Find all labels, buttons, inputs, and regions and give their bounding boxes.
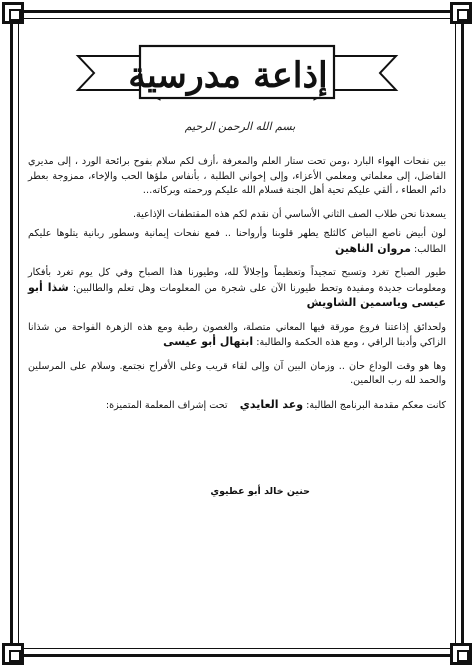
- intro-paragraph: بين نفحات الهواء البارد ،ومن تحت ستار العلم والمعرفة ،أزف لكم سلام بفوح برائحة الورد ، إلى مديري الفاضل، إلى معلماتي ومعلمي الأعزاء، وإلى إخواني الطلبة ، بأنفاس ملؤها الحب والإخاء، ممزوجة بعطر دائم العطاء ، ألقي عليكم تحية أهل الجنة فسلام الله عليكم ورحمته وبركاته…: [28, 156, 446, 196]
- wisdom-text: ولحدائق إذاعتنا فروع مورقة فيها المعاني متصلة، والغصون رطبة ومع هذه الزهرة الفواحة من شذانا الزاكي وأدبنا الراقي ، ومع هذه الحكمة والطالبة:: [28, 321, 446, 348]
- quran-paragraph: [28, 227, 446, 257]
- info-text: طيور الصباح تغرد وتسبح تمجيداً وتعظيماً وإجلالاً لله، وطيورنا هذا الصباح وفي كل يوم تغرد بأفكار ومعلومات جديدة ومفيدة وتحط طيورنا الآن على شجرة من المعلومات وهل تعلم والطالبين:: [28, 267, 446, 294]
- closing-paragraph: وها هو وقت الوداع حان .. وزمان البين آن وإلى لقاء قريب وعلى الأفراح نجتمع. وسلام على المرسلين والحمد لله رب العالمين.: [28, 360, 446, 386]
- program-line: يسعدنا نحن طلاب الصف الثاني الأساسي أن نقدم لكم هذه المقتطفات الإذاعية.: [132, 208, 446, 220]
- page-title: إذاعة مدرسية: [128, 54, 328, 96]
- broadcast-text: [28, 155, 446, 422]
- wisdom-student-name: ابتهال أبو عيسى: [163, 335, 254, 348]
- presenter-name: وعد العايدي: [239, 397, 304, 411]
- corner-ornament-bottom-right: [450, 643, 472, 665]
- supervisor-label: تحت إشراف المعلمة المتميزة:: [105, 399, 228, 411]
- quran-student-name: مروان الناهين: [334, 241, 411, 255]
- info-paragraph: [28, 266, 446, 312]
- presenter-prefix: كانت معكم مقدمة البرنامج الطالبة:: [306, 399, 446, 411]
- info-students-names: شذا أبو عيسى وياسمين الشاويش: [28, 280, 446, 309]
- corner-ornament-top-left: [2, 2, 24, 24]
- presenter-line: [28, 398, 446, 414]
- wisdom-paragraph: [28, 321, 446, 351]
- corner-ornament-bottom-left: [2, 643, 24, 665]
- teacher-name: حنين خالد أبو عطيوي: [210, 486, 310, 497]
- basmala-calligraphy: بسم الله الرحمن الرحيم: [184, 120, 296, 133]
- corner-ornament-top-right: [450, 2, 472, 24]
- quran-text: لون أبيض ناصع البياض كالثلج يطهر قلوبنا وأرواحنا .. فمع نفحات إيمانية وسطور ربانية يتلوها عليكم الطالب:: [28, 228, 446, 255]
